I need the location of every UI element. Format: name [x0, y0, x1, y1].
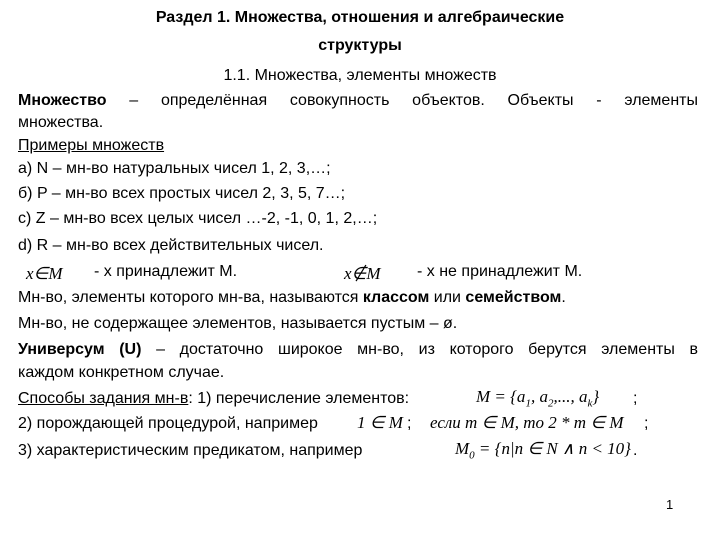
membership-in-text: - x принадлежит M.	[94, 263, 238, 280]
method-2-formula-2: если m ∈ M, то 2 * m ∈ M	[430, 413, 624, 432]
definition-line2: множества.	[18, 114, 104, 131]
methods-heading: Способы задания мн-в	[18, 390, 189, 407]
methods-line1	[18, 389, 409, 409]
class-line-middle: или	[429, 289, 466, 306]
method-2-formula-1: 1 ∈ M	[357, 413, 403, 432]
method-1-text: : 1) перечисление элементов:	[188, 390, 410, 407]
empty-set-line: Мн-во, не содержащее элементов, называется пустым – ø.	[18, 315, 458, 332]
universe-text: – достаточно широкое мн-во, из которого берутся элементы в	[141, 341, 699, 358]
method-3-formula: $M_0 = \{n|n$ ∈ N ∧ n < 10}	[455, 439, 631, 462]
examples-heading: Примеры множеств	[18, 137, 165, 154]
page-number: 1	[666, 497, 674, 512]
example-item-a: а) N – мн-во натуральных чисел 1, 2, 3,…;	[18, 160, 331, 177]
example-item-c: c) Z – мн-во всех целых чисел …-2, -1, 0, 1, 2,…;	[18, 210, 378, 227]
membership-notin-formula: x∉M	[344, 264, 381, 283]
page-title-line2: структуры	[318, 37, 402, 54]
universe-term: Универсум (U)	[18, 341, 142, 358]
definition-term: Множество	[18, 92, 107, 109]
universe-line1	[18, 340, 698, 360]
method-1-formula: $M = \{a_1$, $a_2$,..., $a_k$}	[476, 387, 600, 410]
class-line-end: .	[561, 289, 566, 306]
membership-in-formula: x∈M	[26, 264, 63, 283]
family-word: семейством	[465, 289, 562, 306]
class-line	[18, 288, 566, 308]
class-word: классом	[362, 289, 430, 306]
method-3-text: 3) характеристическим предикатом, например	[18, 442, 363, 459]
definition-text: – определённая совокупность объектов. Объекты - элементы	[106, 92, 698, 109]
method-2-separator: ;	[407, 415, 412, 432]
class-line-start: Мн-во, элементы которого мн-ва, называются	[18, 289, 363, 306]
page-title-line1: Раздел 1. Множества, отношения и алгебраические	[155, 9, 565, 26]
universe-line2: каждом конкретном случае.	[18, 364, 225, 381]
section-subtitle: 1.1. Множества, элементы множеств	[223, 67, 497, 84]
membership-notin-text: - x не принадлежит M.	[417, 263, 583, 280]
method-3-end: .	[633, 442, 638, 459]
method-2-text: 2) порождающей процедурой, например	[18, 415, 318, 432]
example-item-b: б) P – мн-во всех простых чисел 2, 3, 5, 7…;	[18, 185, 346, 202]
example-item-d: d) R – мн-во всех действительных чисел.	[18, 237, 324, 254]
method-2-end: ;	[644, 415, 649, 432]
definition-line1	[18, 91, 698, 111]
method-1-end: ;	[633, 390, 638, 407]
